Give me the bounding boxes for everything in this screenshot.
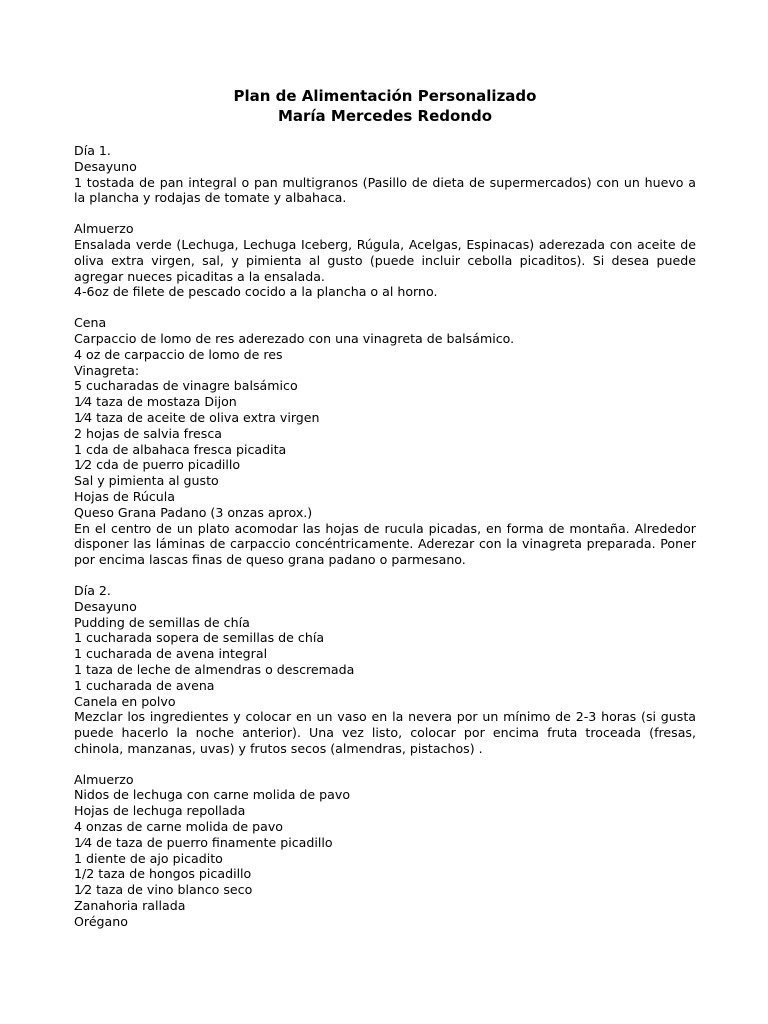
meal-section	[74, 221, 696, 300]
text-line: 1/2 taza de hongos picadillo	[74, 866, 252, 882]
document-page	[74, 86, 696, 930]
text-line: 1⁄2 taza de vino blanco seco	[74, 882, 253, 898]
text-line: 4 oz de carpaccio de lomo de res	[74, 346, 283, 362]
text-line: 1 cda de albahaca fresca picadita	[74, 441, 287, 457]
text-line: 1⁄4 taza de mostaza Dijon	[74, 394, 237, 410]
instructions-paragraph: 1 tostada de pan integral o pan multigranos (Pasillo de dieta de supermercados) con un huevo a la plancha y rodajas de tomate y albahaca.	[74, 174, 696, 206]
meal-section	[74, 315, 696, 568]
text-line: 5 cucharadas de vinagre balsámico	[74, 378, 298, 394]
text-line: Día 1.	[74, 143, 111, 158]
text-line: Pudding de semillas de chía	[74, 614, 250, 630]
text-line: Carpaccio de lomo de res aderezado con una vinagreta de balsámico.	[74, 330, 515, 346]
text-line: Día 2.	[74, 582, 111, 598]
instructions-paragraph: Ensalada verde (Lechuga, Lechuga Iceberg, Rúgula, Acelgas, Espinacas) aderezada con aceite de oliva extra virgen, sal, y pimienta al gusto (puede incluir cebolla picaditos). Si desea puede agregar nueces picaditas a la ensalada.	[74, 236, 696, 284]
text-line: Desayuno	[74, 598, 137, 614]
text-line: 1⁄2 cda de puerro picadillo	[74, 457, 241, 473]
title-block	[74, 86, 696, 126]
text-line: 1⁄4 de taza de puerro finamente picadillo	[74, 834, 333, 850]
text-line: Almuerzo	[74, 221, 134, 237]
text-line: 1 diente de ajo picadito	[74, 850, 223, 866]
text-line: 1 cucharada de avena integral	[74, 646, 268, 662]
text-line: Sal y pimienta al gusto	[74, 473, 219, 489]
text-line: Vinagreta:	[74, 362, 140, 378]
text-line: Hojas de Rúcula	[74, 488, 175, 504]
document-title: Plan de Alimentación Personalizado	[233, 87, 537, 105]
text-line: Queso Grana Padano (3 onzas aprox.)	[74, 504, 313, 520]
meal-section	[74, 143, 696, 206]
text-line: Canela en polvo	[74, 693, 176, 709]
text-line: Hojas de lechuga repollada	[74, 803, 246, 819]
document-body	[74, 143, 696, 930]
meal-section	[74, 583, 696, 757]
text-line: Zanahoria rallada	[74, 898, 186, 914]
text-line: 1 cucharada de avena	[74, 677, 215, 693]
text-line: 1 cucharada sopera de semillas de chía	[74, 630, 325, 646]
text-line: 2 hojas de salvia fresca	[74, 425, 222, 441]
text-line: Orégano	[74, 913, 128, 929]
text-line: 1 taza de leche de almendras o descremada	[74, 661, 355, 677]
instructions-paragraph: En el centro de un plato acomodar las hojas de rucula picadas, en forma de montaña. Alrededor disponer las láminas de carpaccio concéntricamente. Aderezar con la vinagreta preparada. Poner por encima lascas finas de queso grana padano o parmesano.	[74, 520, 696, 568]
meal-section	[74, 772, 696, 930]
text-line: Nidos de lechuga con carne molida de pavo	[74, 787, 351, 803]
text-line: 4-6oz de filete de pescado cocido a la plancha o al horno.	[74, 284, 438, 300]
text-line: Desayuno	[74, 158, 137, 174]
text-line: 4 onzas de carne molida de pavo	[74, 819, 283, 835]
instructions-paragraph: Mezclar los ingredientes y colocar en un vaso en la nevera por un mínimo de 2-3 horas (si gusta puede hacerlo la noche anterior). Una vez listo, colocar por encima fruta troceada (fresas, chinola, manzanas, uvas) y frutos secos (almendras, pistachos) .	[74, 709, 696, 756]
text-line: Cena	[74, 315, 107, 331]
text-line: Almuerzo	[74, 771, 134, 787]
document-subtitle: María Mercedes Redondo	[277, 107, 493, 125]
text-line: 1⁄4 taza de aceite de oliva extra virgen	[74, 409, 320, 425]
